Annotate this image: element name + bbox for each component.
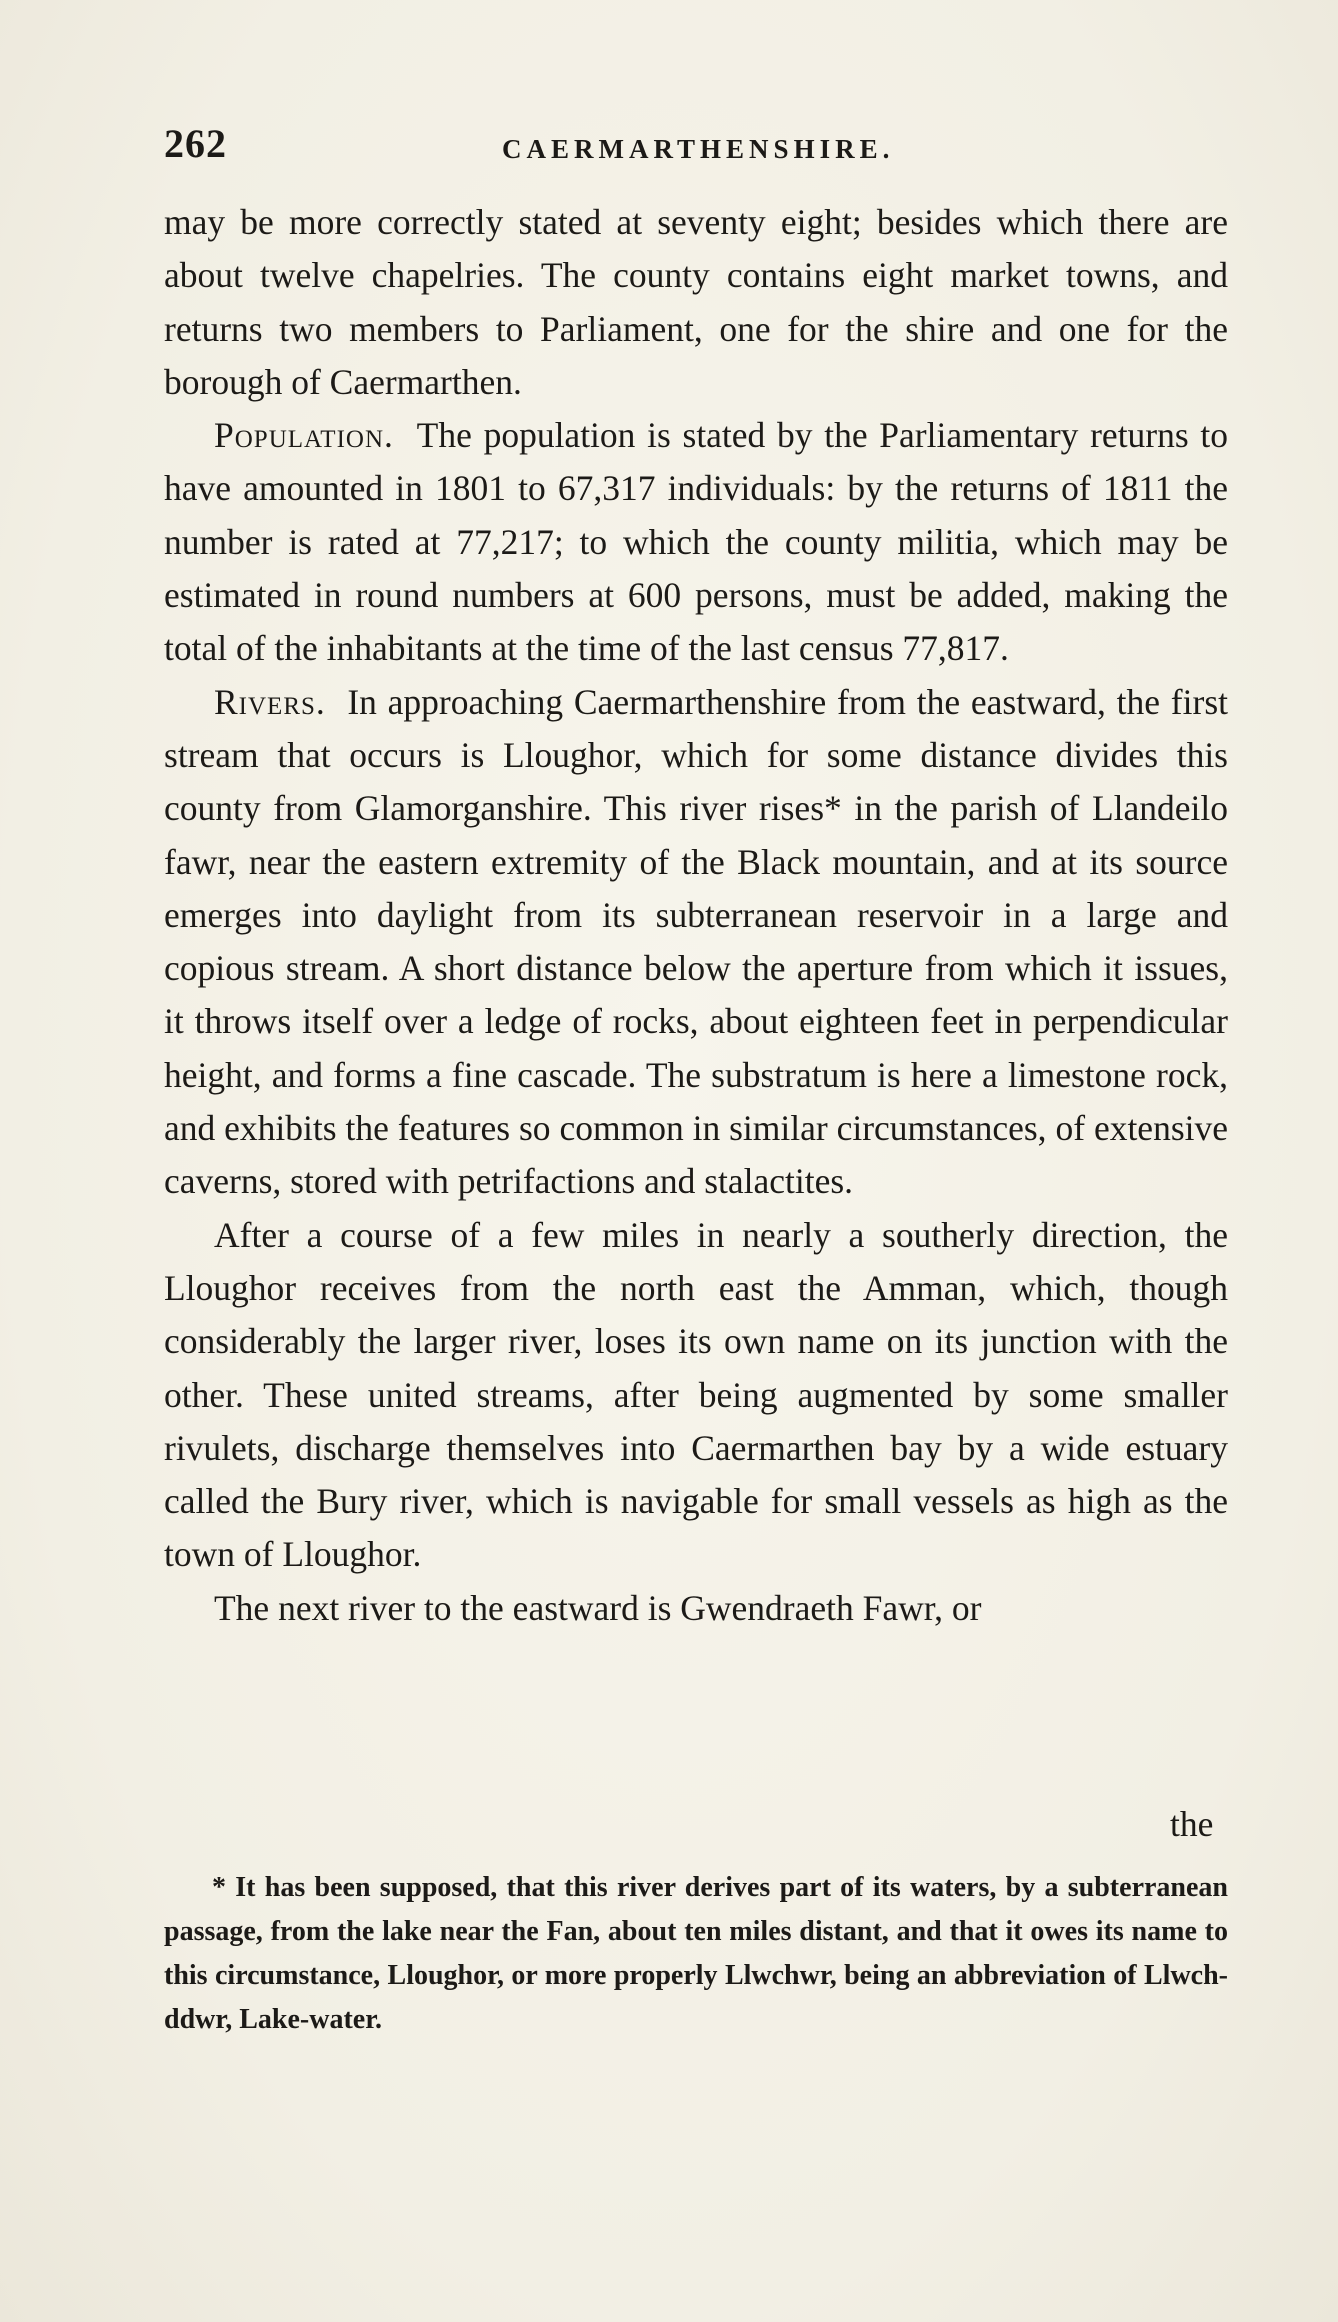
- paragraph-1: may be more correctly stated at seventy eight; besides which there are about twelve chapelries. The county contains eight market towns, and returns two members to Parliament, one for the shire and one for the borough of Caermarthen.: [164, 202, 1228, 402]
- rivers-text: In approaching Caermarthenshire from the eastward, the first stream that occurs is Lloughor, which for some distance divides this county from Glamorganshire. This river rises* in the parish of Llandeilo fawr, near the eastern extremity of the Black mountain, and at its source emerges into daylight from its subterranean reservoir in a large and copious stream. A short distance below the aperture from which it issues, it throws itself over a ledge of rocks, about eighteen feet in perpendicular height, and forms a fine cascade. The substratum is here a limestone rock, and exhibits the features so common in similar circumstances, of extensive caverns, stored with petrifactions and stalactites.: [164, 681, 1228, 1202]
- section-heading-rivers: Rivers.: [214, 681, 326, 722]
- population-text: The population is stated by the Parliamentary returns to have amounted in 1801 to 67,317 individuals: by the returns of 1811 the number is rated at 77,217; to which the county militia, which may be estimated in round numbers at 600 persons, must be added, making the total of the inhabitants at the time of the last census 77,817.: [164, 415, 1229, 669]
- paragraph-rivers: [164, 676, 1228, 1209]
- body-text: [164, 196, 1228, 1635]
- catchword: the: [1170, 1804, 1214, 1844]
- page-header: [164, 120, 1224, 180]
- running-head: CAERMARTHENSHIRE.: [502, 134, 895, 164]
- paragraph-4: After a course of a few miles in nearly a southerly direction, the Lloughor receives from the north east the Amman, which, though considerably the larger river, loses its own name on its junction with the other. These united streams, after being augmented by some smaller rivulets, discharge themselves into Caermarthen bay by a wide estuary called the Bury river, which is navigable for small vessels as high as the town of Lloughor.: [164, 1214, 1228, 1575]
- paragraph-5: The next river to the eastward is Gwendraeth Fawr, or: [214, 1587, 982, 1628]
- footnote: [164, 1866, 1228, 2042]
- footnote-text: * It has been supposed, that this river derives part of its waters, by a subterranean passage, from the lake near the Fan, about ten miles distant, and that it owes its name to this circumstance, Lloughor, or more properly Llwchwr, being an abbreviation of Llwch-ddwr, Lake-water.: [164, 1872, 1228, 2035]
- section-heading-population: Population.: [214, 415, 394, 456]
- paragraph-population: [164, 409, 1228, 675]
- page-number: 262: [164, 121, 227, 166]
